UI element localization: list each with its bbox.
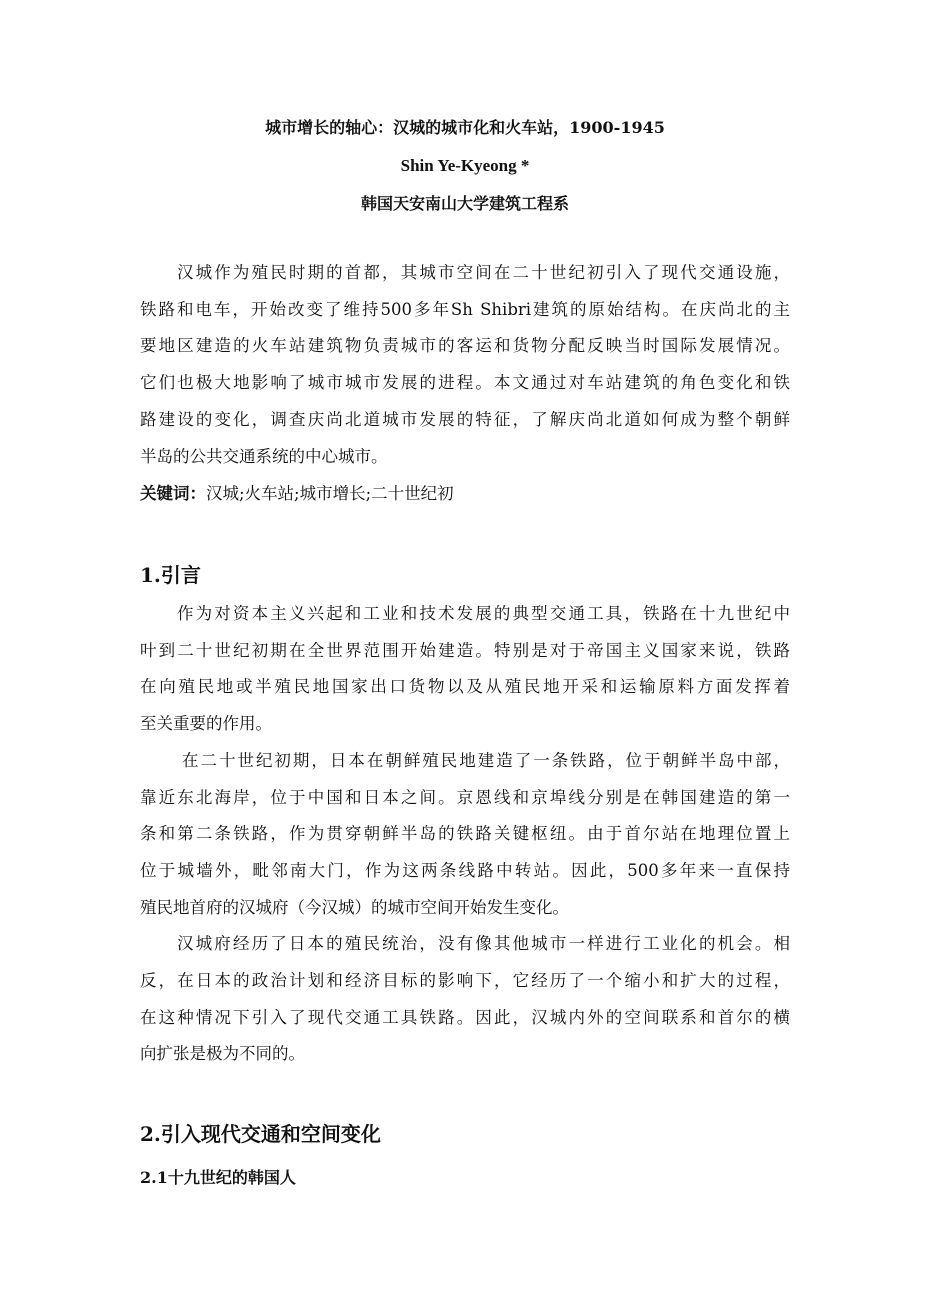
body-paragraph [140,926,790,1073]
author-affiliation: 韩国天安南山大学建筑工程系 [360,194,569,213]
keywords [140,476,790,512]
abstract-line: 铁路和电车，开始改变了维持500多年Sh Shibri建筑的原始结构。在庆尚北的主 [140,299,790,319]
body-paragraph [140,596,790,743]
body-line: 向扩张是极为不同的。 [140,1044,305,1064]
body-line: 叶到二十世纪初期在全世界范围开始建造。特别是对于帝国主义国家来说，铁路 [140,640,790,660]
body-line: 反，在日本的政治计划和经济目标的影响下，它经历了一个缩小和扩大的过程， [140,971,790,991]
abstract-line: 路建设的变化，调查庆尚北道城市发展的特征，了解庆尚北道如何成为整个朝鲜 [140,409,790,429]
abstract-line: 半岛的公共交通系统的中心城市。 [140,446,388,466]
abstract-paragraph [140,255,790,475]
abstract [140,255,790,475]
abstract-line: 要地区建造的火车站建筑物负责城市的客运和货物分配反映当时国际发展情况。 [140,336,790,356]
keywords-text: 汉城;火车站;城市增长;二十世纪初 [206,484,454,503]
body-line: 靠近东北海岸，位于中国和日本之间。京恩线和京埠线分别是在韩国建造的第一 [140,787,790,807]
section-2-heading: 2.引入现代交通和空间变化 [140,1122,381,1146]
body-line: 位于城墙外，毗邻南大门，作为这两条线路中转站。因此，500多年来一直保持 [140,860,790,880]
section-2-heading-block [140,1118,790,1147]
body-line: 作为对资本主义兴起和工业和技术发展的典型交通工具，铁路在十九世纪中 [177,604,790,623]
body-line: 殖民地首府的汉城府（今汉城）的城市空间开始发生变化。 [140,897,569,917]
section-2-1-heading-block [140,1165,790,1188]
abstract-line: 它们也极大地影响了城市城市发展的进程。本文通过对车站建筑的角色变化和铁 [140,373,790,393]
body-line: 至关重要的作用。 [140,714,272,734]
body-line: 汉城府经历了日本的殖民统治，没有像其他城市一样进行工业化的机会。相 [177,934,790,954]
section-1-body [140,596,790,1073]
abstract-line: 汉城作为殖民时期的首都，其城市空间在二十世纪初引入了现代交通设施， [177,263,790,282]
body-paragraph [140,743,790,927]
keywords-block [140,476,790,512]
keywords-label: 关键词： [140,484,206,503]
section-1-heading-block [140,559,790,588]
section-2-1-heading: 2.1十九世纪的韩国人 [140,1168,296,1187]
paper-title: 城市增长的轴心：汉城的城市化和火车站，1900-1945 [265,118,665,137]
body-line: 在这种情况下引入了现代交通工具铁路。因此，汉城内外的空间联系和首尔的横 [140,1007,790,1027]
body-line: 在二十世纪初期，日本在朝鲜殖民地建造了一条铁路，位于朝鲜半岛中部， [182,750,790,770]
body-line: 在向殖民地或半殖民地国家出口货物以及从殖民地开采和运输原料方面发挥着 [140,677,790,697]
section-1-heading: 1.引言 [140,563,201,587]
author-name: Shin Ye-Kyeong * [400,156,530,175]
body-line: 条和第二条铁路，作为贯穿朝鲜半岛的铁路关键枢纽。由于首尔站在地理位置上 [140,824,790,844]
title-block [140,118,790,232]
